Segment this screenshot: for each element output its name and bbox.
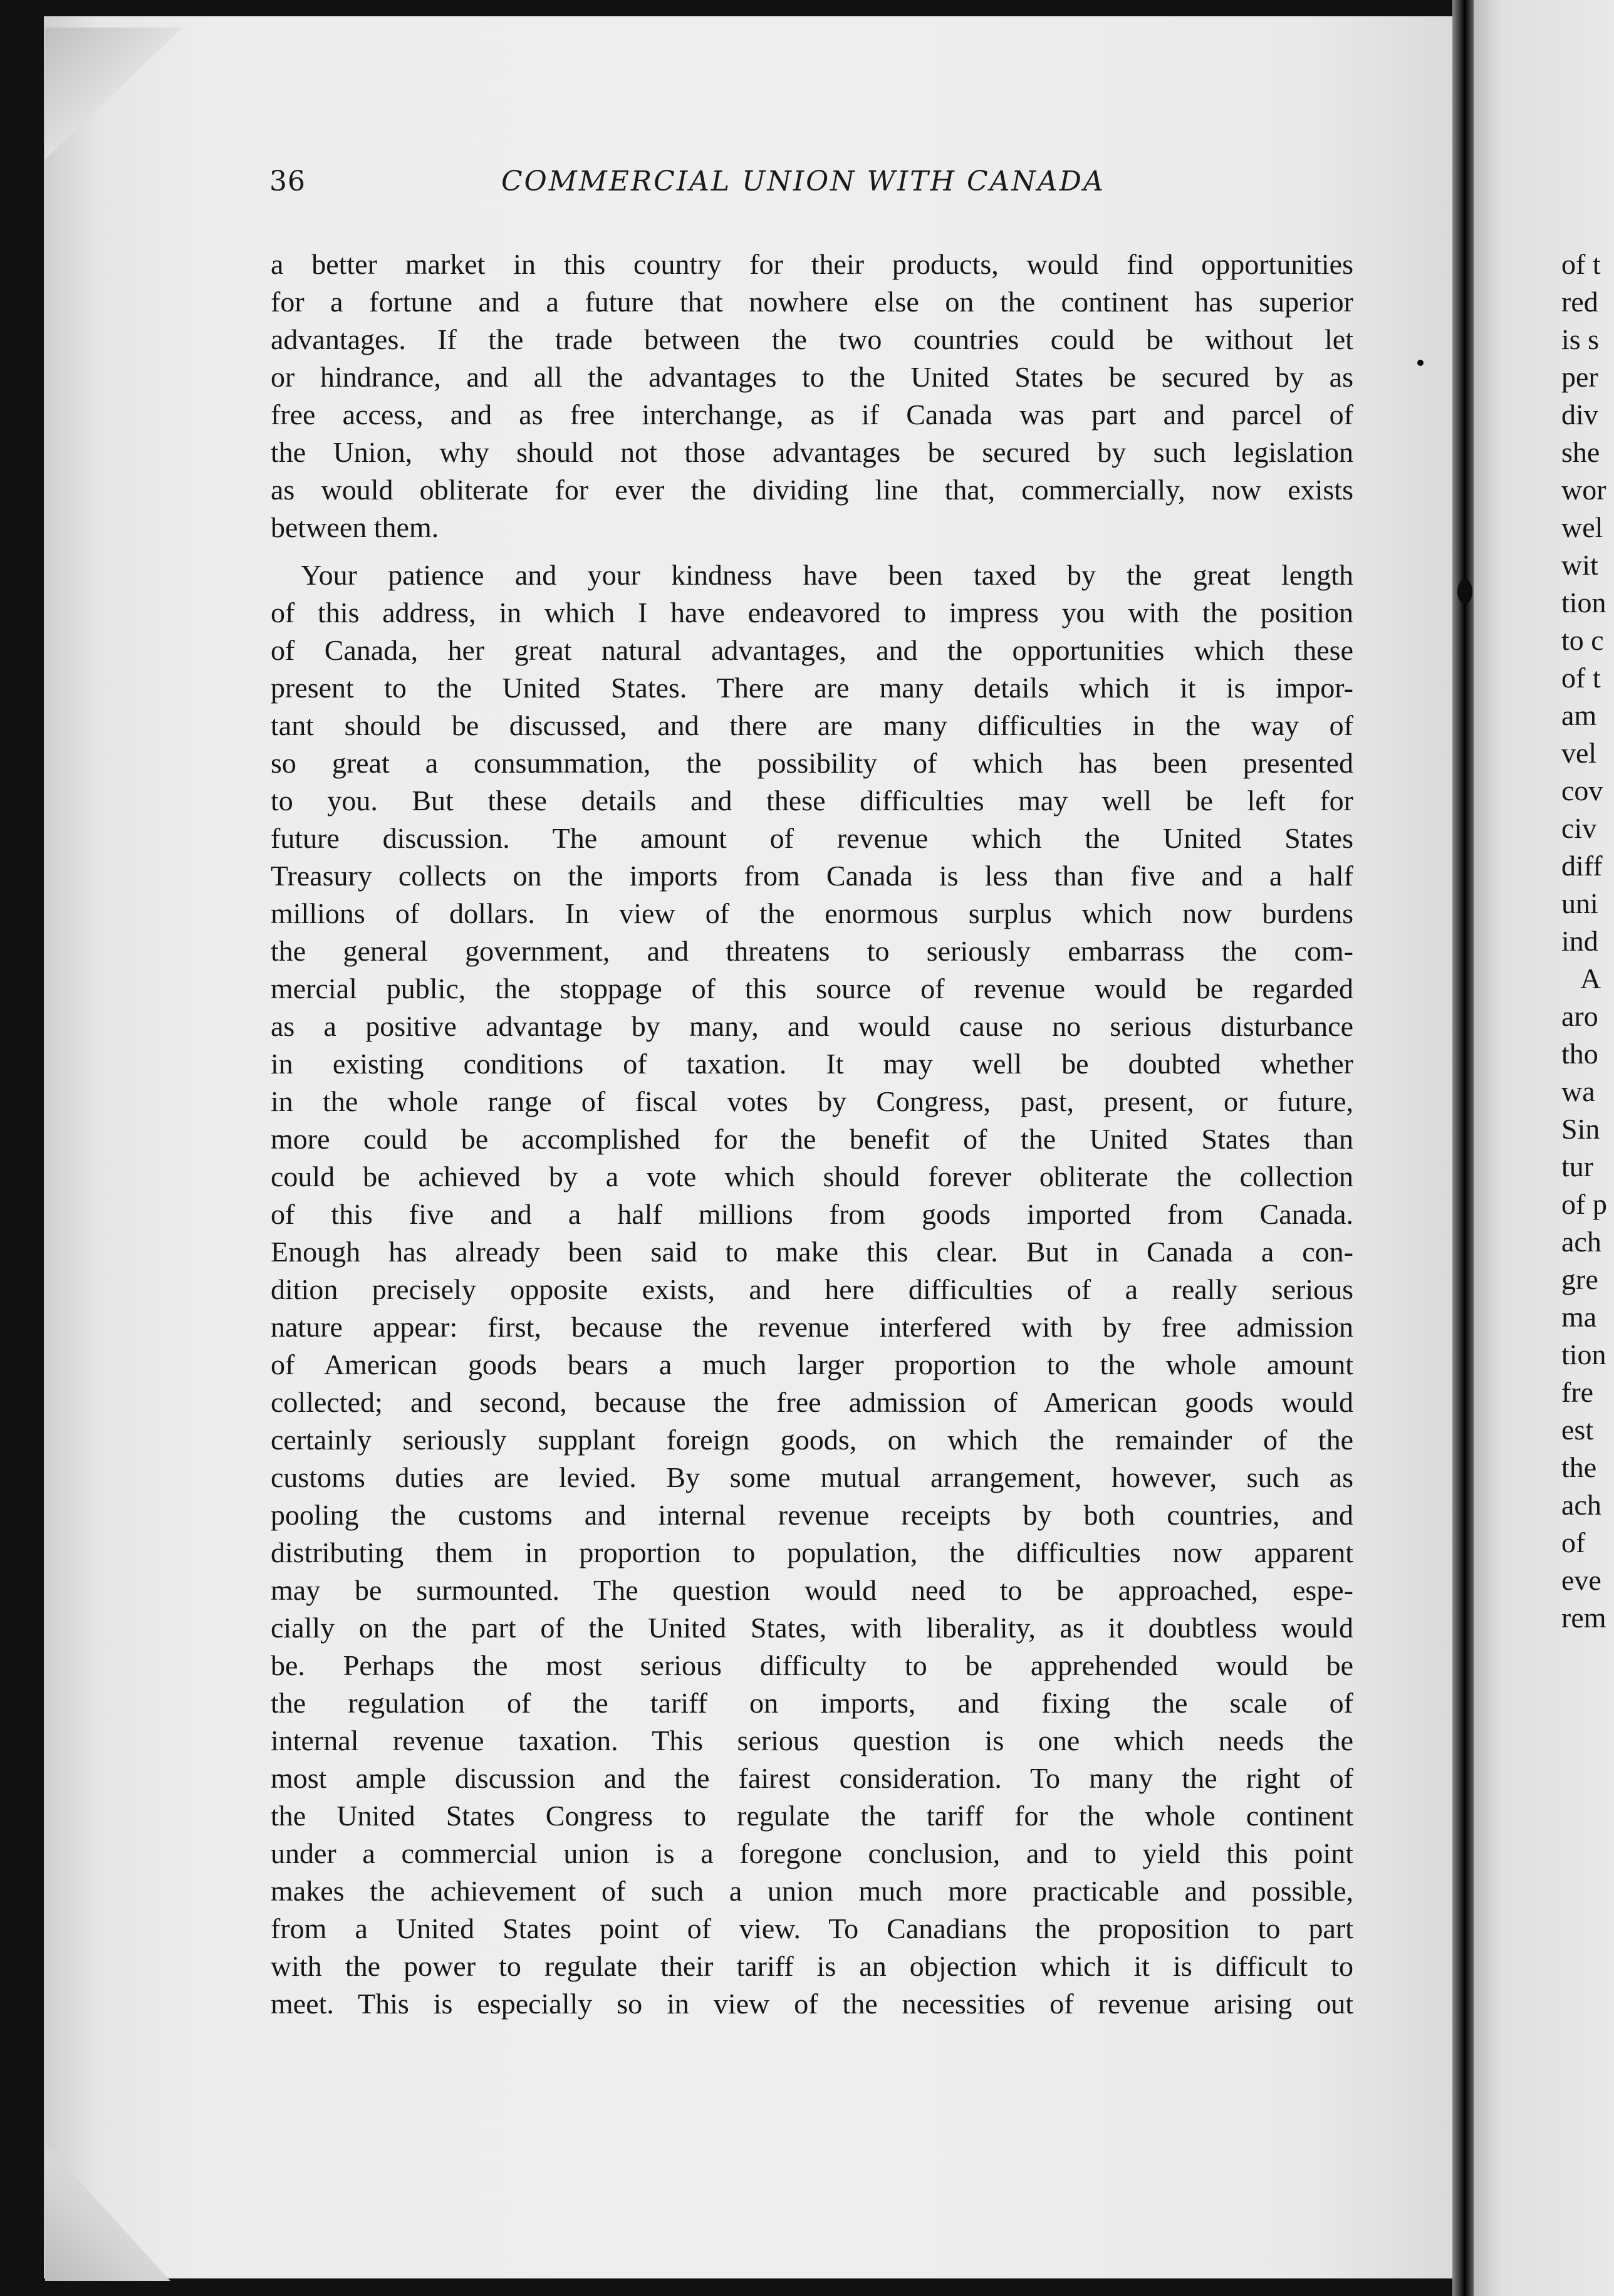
facing-page-line: ach xyxy=(1561,1226,1601,1258)
facing-page-line: the xyxy=(1561,1451,1597,1483)
facing-page-line: fre xyxy=(1561,1376,1594,1408)
facing-page-line: ind xyxy=(1561,925,1598,957)
page-number: 36 xyxy=(269,165,306,197)
text-line: the general government, and threatens to seriously embarrass the com- xyxy=(271,935,1353,967)
text-line: for a fortune and a future that nowhere else on the continent has superior xyxy=(271,286,1353,318)
binding-knot xyxy=(1457,579,1472,604)
text-line: Your patience and your kindness have been taxed by the great length xyxy=(301,559,1353,591)
facing-page-line: eve xyxy=(1561,1564,1601,1596)
text-line: so great a consummation, the possibility of which has been presented xyxy=(271,747,1353,779)
text-line: distributing them in proportion to population, the difficulties now apparent xyxy=(271,1537,1353,1568)
text-line: could be achieved by a vote which should forever obliterate the collection xyxy=(271,1161,1353,1192)
text-line: the Union, why should not those advantages be secured by such legislation xyxy=(271,436,1353,468)
facing-page-line: of xyxy=(1561,1526,1586,1558)
facing-page-line: tion xyxy=(1561,1338,1606,1370)
text-line: cially on the part of the United States, with liberality, as it doubtless would xyxy=(271,1612,1353,1644)
text-line: dition precisely opposite exists, and here difficulties of a really serious xyxy=(271,1273,1353,1305)
facing-page-text xyxy=(1561,246,1614,1637)
text-line: tant should be discussed, and there are many difficulties in the way of xyxy=(271,709,1353,741)
facing-page-line: vel xyxy=(1561,737,1597,769)
text-line: pooling the customs and internal revenue receipts by both countries, and xyxy=(271,1499,1353,1531)
facing-page-line: rem xyxy=(1561,1602,1606,1634)
text-line: present to the United States. There are many details which it is impor- xyxy=(271,672,1353,704)
text-line: most ample discussion and the fairest consideration. To many the right of xyxy=(271,1762,1353,1794)
text-line: from a United States point of view. To Canadians the proposition to part xyxy=(271,1912,1353,1944)
facing-page-line: tur xyxy=(1561,1151,1594,1182)
binding-gutter xyxy=(1452,0,1475,2296)
facing-page-line: wit xyxy=(1561,549,1598,581)
ink-speck xyxy=(1417,360,1424,366)
facing-page-line: red xyxy=(1561,286,1598,318)
facing-page-line: of t xyxy=(1561,662,1601,694)
text-line: the regulation of the tariff on imports, and fixing the scale of xyxy=(271,1687,1353,1719)
text-line: millions of dollars. In view of the enormous surplus which now burdens xyxy=(271,897,1353,929)
text-line: may be surmounted. The question would need to be approached, espe- xyxy=(271,1574,1353,1606)
text-line: internal revenue taxation. This serious question is one which needs the xyxy=(271,1725,1353,1756)
text-line: or hindrance, and all the advantages to the United States be secured by as xyxy=(271,361,1353,393)
facing-page-line: of t xyxy=(1561,248,1601,280)
facing-page-line: div xyxy=(1561,399,1598,430)
facing-page-line: ma xyxy=(1561,1301,1597,1333)
text-line: collected; and second, because the free admission of American goods would xyxy=(271,1386,1353,1418)
text-line: in existing conditions of taxation. It may well be doubted whether xyxy=(271,1048,1353,1080)
text-line: between them. xyxy=(271,511,439,543)
text-line: Enough has already been said to make this clear. But in Canada a con- xyxy=(271,1236,1353,1268)
text-line: meet. This is especially so in view of the necessities of revenue arising out xyxy=(271,1988,1353,2020)
facing-page-line: she xyxy=(1561,436,1600,468)
text-line: mercial public, the stoppage of this source of revenue would be regarded xyxy=(271,973,1353,1004)
text-line: free access, and as free interchange, as if Canada was part and parcel of xyxy=(271,399,1353,430)
facing-page-line: ach xyxy=(1561,1489,1601,1521)
facing-page-line: wor xyxy=(1561,474,1606,506)
facing-page-line: tion xyxy=(1561,587,1606,618)
text-line: future discussion. The amount of revenue which the United States xyxy=(271,822,1353,854)
facing-page-line: aro xyxy=(1561,1000,1598,1032)
text-line: nature appear: first, because the revenue interfered with by free admission xyxy=(271,1311,1353,1343)
text-line: in the whole range of fiscal votes by Congress, past, present, or future, xyxy=(271,1085,1353,1117)
text-line: makes the achievement of such a union much more practicable and possible, xyxy=(271,1875,1353,1907)
facing-page-line: wel xyxy=(1561,511,1603,543)
facing-page-line: per xyxy=(1561,361,1598,393)
text-line: be. Perhaps the most serious difficulty to be apprehended would be xyxy=(271,1649,1353,1681)
text-line: of this address, in which I have endeavored to impress you with the position xyxy=(271,597,1353,629)
facing-page-line: est xyxy=(1561,1414,1594,1446)
facing-page-line: A xyxy=(1580,963,1601,994)
facing-page-line: gre xyxy=(1561,1263,1598,1295)
facing-page-line: wa xyxy=(1561,1075,1595,1107)
text-line: of Canada, her great natural advantages, and the opportunities which these xyxy=(271,634,1353,666)
text-line: with the power to regulate their tariff is an objection which it is difficult to xyxy=(271,1950,1353,1982)
running-head xyxy=(269,165,1353,203)
facing-page-line: Sin xyxy=(1561,1113,1600,1145)
text-line: advantages. If the trade between the two countries could be without let xyxy=(271,323,1353,355)
text-line: certainly seriously supplant foreign goods, on which the remainder of the xyxy=(271,1424,1353,1456)
facing-page-line: is s xyxy=(1561,323,1600,355)
text-line: to you. But these details and these difficulties may well be left for xyxy=(271,785,1353,817)
facing-page-line: to c xyxy=(1561,624,1604,656)
text-line: under a commercial union is a foregone conclusion, and to yield this point xyxy=(271,1837,1353,1869)
facing-page-line: diff xyxy=(1561,850,1603,882)
facing-page-line: cov xyxy=(1561,775,1603,806)
text-line: of this five and a half millions from goods imported from Canada. xyxy=(271,1198,1353,1230)
facing-page-line: of p xyxy=(1561,1188,1607,1220)
facing-page-line: am xyxy=(1561,699,1597,731)
text-line: as a positive advantage by many, and would cause no serious disturbance xyxy=(271,1010,1353,1042)
text-line: the United States Congress to regulate the tariff for the whole continent xyxy=(271,1800,1353,1832)
text-line: as would obliterate for ever the dividing line that, commercially, now exists xyxy=(271,474,1353,506)
page-title: COMMERCIAL UNION WITH CANADA xyxy=(501,165,1105,197)
text-line: customs duties are levied. By some mutual arrangement, however, such as xyxy=(271,1461,1353,1493)
text-line: of American goods bears a much larger proportion to the whole amount xyxy=(271,1349,1353,1380)
text-line: more could be accomplished for the benefit of the United States than xyxy=(271,1123,1353,1155)
facing-page-line: tho xyxy=(1561,1038,1598,1070)
facing-page-line: civ xyxy=(1561,812,1597,844)
facing-page-line: uni xyxy=(1561,887,1598,919)
text-line: Treasury collects on the imports from Canada is less than five and a half xyxy=(271,860,1353,892)
text-line: a better market in this country for their products, would find opportunities xyxy=(271,248,1353,280)
body-text xyxy=(271,246,1353,2023)
